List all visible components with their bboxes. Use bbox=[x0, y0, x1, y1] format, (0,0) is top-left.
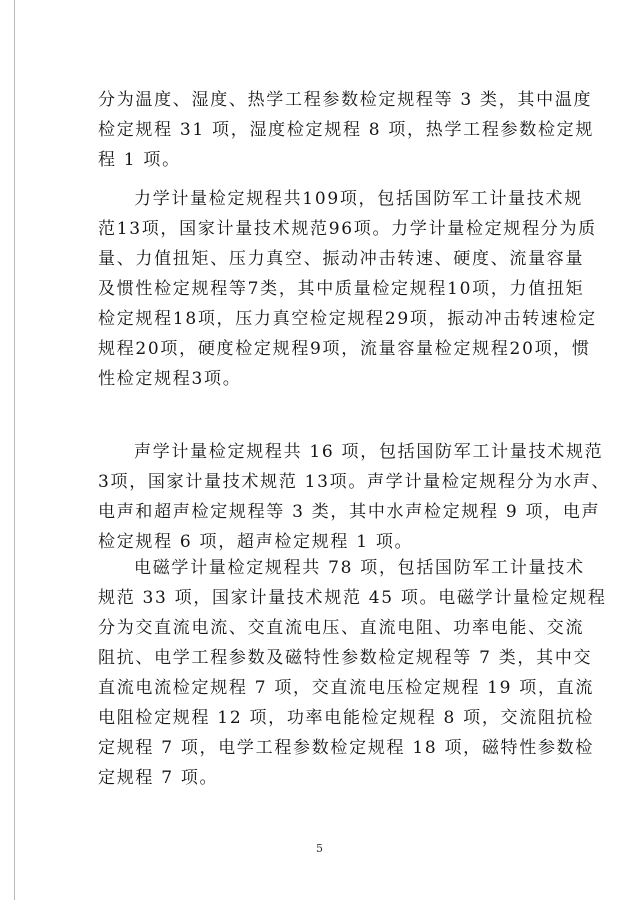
paragraph-mechanics bbox=[98, 184, 597, 394]
paragraph-line: 规范 33 项，国家计量技术规范 45 项。电磁学计量检定规程 bbox=[98, 588, 607, 608]
paragraph-line: 检定规程 31 项，湿度检定规程 8 项，热学工程参数检定规 bbox=[98, 120, 595, 140]
paragraph-line: 力学计量检定规程共109项，包括国防军工计量技术规 bbox=[134, 189, 583, 209]
paragraph-line: 电阻检定规程 12 项，功率电能检定规程 8 项，交流阻抗检 bbox=[98, 708, 595, 728]
paragraph-line: 性检定规程3项。 bbox=[98, 369, 242, 389]
paragraph-line: 检定规程18项，压力真空检定规程29项，振动冲击转速检定 bbox=[98, 309, 597, 329]
paragraph-line: 定规程 7 项，电学工程参数检定规程 18 项，磁特性参数检 bbox=[98, 738, 595, 758]
paragraph-thermal-continuation bbox=[98, 85, 595, 175]
paragraph-line: 3项，国家计量技术规范 13项。声学计量检定规程分为水声、 bbox=[98, 472, 611, 492]
paragraph-line: 规程20项，硬度检定规程9项，流量容量检定规程20项，惯 bbox=[98, 339, 591, 359]
paragraph-line: 检定规程 6 项，超声检定规程 1 项。 bbox=[98, 532, 414, 552]
paragraph-line: 声学计量检定规程共 16 项，包括国防军工计量技术规范 bbox=[134, 442, 604, 462]
paragraph-electromagnetics bbox=[98, 553, 607, 793]
paragraph-line: 电磁学计量检定规程共 78 项，包括国防军工计量技术 bbox=[134, 558, 585, 578]
paragraph-line: 程 1 项。 bbox=[98, 150, 181, 170]
paragraph-line: 分为温度、湿度、热学工程参数检定规程等 3 类，其中温度 bbox=[98, 90, 593, 110]
paragraph-line: 直流电流检定规程 7 项，交直流电压检定规程 19 项，直流 bbox=[98, 678, 595, 698]
paragraph-line: 电声和超声检定规程等 3 类，其中水声检定规程 9 项，电声 bbox=[98, 502, 601, 522]
paragraph-line: 范13项，国家计量技术规范96项。力学计量检定规程分为质 bbox=[98, 219, 597, 239]
paragraph-line: 及惯性检定规程等7类，其中质量检定规程10项，力值扭矩 bbox=[98, 279, 585, 299]
paragraph-line: 分为交直流电流、交直流电压、直流电阻、功率电能、交流 bbox=[98, 618, 585, 638]
binding-margin-line bbox=[14, 0, 15, 900]
paragraph-line: 阻抗、电学工程参数及磁特性参数检定规程等 7 类，其中交 bbox=[98, 648, 593, 668]
paragraph-line: 量、力值扭矩、压力真空、振动冲击转速、硬度、流量容量 bbox=[98, 249, 585, 269]
paragraph-line: 定规程 7 项。 bbox=[98, 768, 219, 788]
paragraph-acoustics bbox=[98, 437, 611, 557]
page-number: 5 bbox=[316, 842, 323, 855]
